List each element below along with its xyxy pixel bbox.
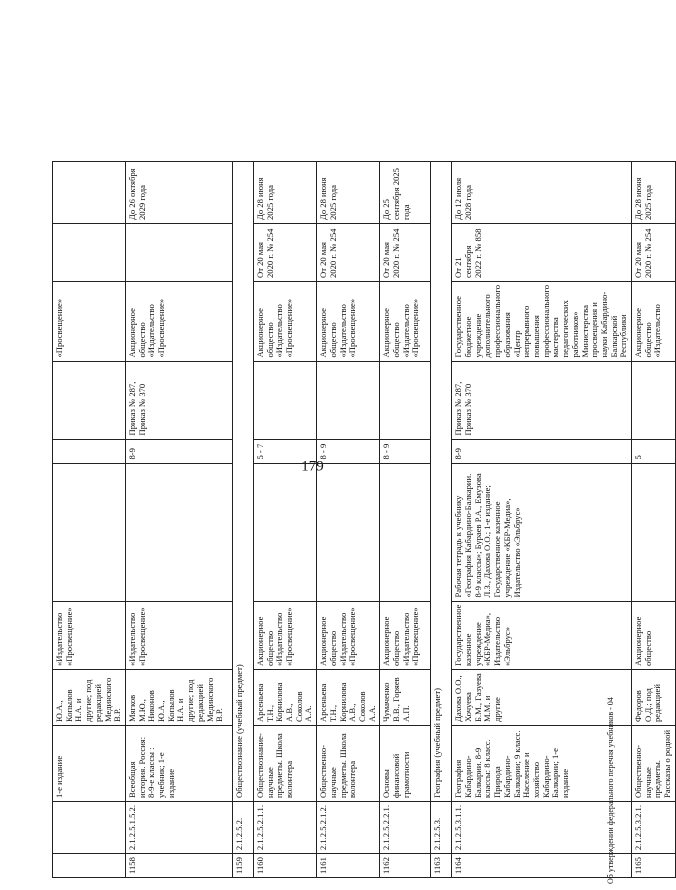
cell-authors: Арсеньева Т.Н., Корнилова А.В., Соколов А.А.	[317, 670, 380, 726]
cell-code: 2.1.2.5.3.	[431, 802, 452, 854]
cell-publisher: Акционерное общество «Издательство «Просвещение»	[380, 601, 431, 669]
cell-org: «Просвещение»	[53, 282, 126, 362]
cell-decision: От 21 сентября 2022 г. № 858	[452, 224, 632, 282]
cell-number: 1159	[232, 854, 253, 878]
cell-number: 1160	[253, 854, 316, 878]
cell-code: 2.1.2.5.3.2.1.	[632, 802, 676, 854]
cell-order: Приказ № 287, Приказ № 370	[125, 361, 232, 439]
cell-note	[125, 463, 232, 601]
cell-expire: До 28 июня 2025 года	[317, 162, 380, 224]
cell-title: Обществознание-научные предметы. Школа волонтера	[253, 726, 316, 802]
cell-expire: До 28 июня 2025 года	[632, 162, 676, 224]
cell-note: Рабочая тетрадь к учебнику «География Кабардино-Балкарии. 8-9 классы»; Бураев Р.А., Емузова Л.З., Дахова О.О.; 1-е издание; Государственное казенное учреждение «КБР-Медиа», Издательство «Эльбрус»	[452, 463, 632, 601]
cell-note	[53, 463, 126, 601]
cell-order	[380, 361, 431, 439]
cell-code: 2.1.2.5.2.	[232, 802, 253, 854]
cell-org: Акционерное общество «Издательство «Просвещение»	[380, 282, 431, 362]
cell-decision: От 20 мая 2020 г. № 254	[632, 224, 676, 282]
cell-publisher: Государственное казенное учреждение «КБР-Медиа», Издательство «Эльбрус»	[452, 601, 632, 669]
cell-note	[317, 463, 380, 601]
cell-publisher: «Издательство «Просвещение»	[125, 601, 232, 669]
cell-number: 1158	[125, 854, 232, 878]
cell-authors: Ю.А., Копылов Н.А. и другие; под редакцией Мединского В.Р.	[53, 670, 126, 726]
section-title: Обществознание (учебный предмет)	[232, 162, 253, 802]
cell-title: Общественно-научные предметы. Школа волонтера	[317, 726, 380, 802]
cell-code: 2.1.2.5.2.1.2.	[317, 802, 380, 854]
cell-expire: До 25 сентября 2025 года	[380, 162, 431, 224]
cell-publisher: Акционерное общество «Издательство «Просвещение»	[253, 601, 316, 669]
cell-expire: До 26 октября 2029 года	[125, 162, 232, 224]
cell-code: 2.1.2.5.3.1.1.	[452, 802, 632, 854]
cell-order	[253, 361, 316, 439]
cell-code: 2.1.2.5.2.1.1.	[253, 802, 316, 854]
cell-org: Государственное бюджетное учреждение дополнительного профессионального образования «Центр непрерывного повышения профессионального мастерства педагогических работников» Министерства просвещения и науки Кабардино-Балкарской Республики	[452, 282, 632, 362]
cell-grade: 8 - 9	[317, 439, 380, 463]
cell-decision	[125, 224, 232, 282]
cell-order	[317, 361, 380, 439]
cell-grade	[53, 439, 126, 463]
table-row	[380, 162, 431, 878]
page-number: 179	[301, 458, 324, 475]
cell-org: Акционерное общество «Издательство «Просвещение»	[253, 282, 316, 362]
cell-authors: Мягков М.Ю., Никонов Ю.А., Копылов Н.А. и другие; под редакцией Мединского В.Р.	[125, 670, 232, 726]
cell-order	[632, 361, 676, 439]
cell-expire: До 28 июня 2025 года	[253, 162, 316, 224]
cell-code	[53, 802, 126, 854]
cell-title: География Кабардино-Балкарии. 8-9 классы: 8 класс. Природа Кабардино-Балкарии; 9 класс. Население и хозяйство Кабардино-Балкарии; 1-е издание	[452, 726, 632, 802]
cell-authors: Дахова О.О., Хочуева Б.М., Газуева М.М. и другие	[452, 670, 632, 726]
cell-org: Акционерное общество «Издательство «Просвещение»	[317, 282, 380, 362]
cell-note	[253, 463, 316, 601]
cell-grade: 8-9	[125, 439, 232, 463]
document-footer: Об утверждении федерального перечня учебников - 04	[606, 697, 615, 884]
cell-number	[53, 854, 126, 878]
cell-authors: Федоров О.Д.; под редакцией	[632, 670, 676, 726]
section-row	[232, 162, 253, 878]
cell-authors: Чумаченко В.В., Горяев А.П.	[380, 670, 431, 726]
cell-number: 1162	[380, 854, 431, 878]
cell-title: 1-е издание	[53, 726, 126, 802]
table-row	[452, 162, 632, 878]
cell-grade: 5 - 7	[253, 439, 316, 463]
cell-publisher: «Издательство «Просвещение»	[53, 601, 126, 669]
cell-expire	[53, 162, 126, 224]
table-row	[125, 162, 232, 878]
section-row	[431, 162, 452, 878]
cell-publisher: Акционерное общество «Издательство «Просвещение»	[317, 601, 380, 669]
cell-number: 1165	[632, 854, 676, 878]
table-row	[317, 162, 380, 878]
cell-decision	[53, 224, 126, 282]
cell-title: Основы финансовой грамотности	[380, 726, 431, 802]
cell-number: 1161	[317, 854, 380, 878]
cell-decision: От 20 мая 2020 г. № 254	[253, 224, 316, 282]
cell-order: Приказ № 287, Приказ № 370	[452, 361, 632, 439]
cell-code: 2.1.2.5.2.2.1.	[380, 802, 431, 854]
cell-grade: 8-9	[452, 439, 632, 463]
cell-note	[380, 463, 431, 601]
cell-title: Общественно-научные предметы. Рассказы о родной	[632, 726, 676, 802]
cell-decision: От 20 мая 2020 г. № 254	[317, 224, 380, 282]
cell-code: 2.1.2.5.1.5.2.	[125, 802, 232, 854]
table-row	[253, 162, 316, 878]
cell-org: Акционерное общество «Издательство	[632, 282, 676, 362]
cell-decision: От 20 мая 2020 г. № 254	[380, 224, 431, 282]
table-row-continuation	[53, 162, 126, 878]
cell-grade: 5	[632, 439, 676, 463]
cell-org: Акционерное общество «Издательство «Просвещение»	[125, 282, 232, 362]
cell-number: 1163	[431, 854, 452, 878]
cell-order	[53, 361, 126, 439]
cell-number: 1164	[452, 854, 632, 878]
cell-authors: Арсеньева Т.Н., Корнилова А.В., Соколов А.А.	[253, 670, 316, 726]
cell-expire: До 12 июля 2028 года	[452, 162, 632, 224]
cell-grade: 8 - 9	[380, 439, 431, 463]
table-row	[632, 162, 676, 878]
cell-note	[632, 463, 676, 601]
cell-title: Всеобщая история. Россия: 8-9-е классы : учебник; 1-е издание	[125, 726, 232, 802]
section-title: География (учебный предмет)	[431, 162, 452, 802]
cell-publisher: Акционерное общество	[632, 601, 676, 669]
textbook-table	[52, 161, 676, 878]
